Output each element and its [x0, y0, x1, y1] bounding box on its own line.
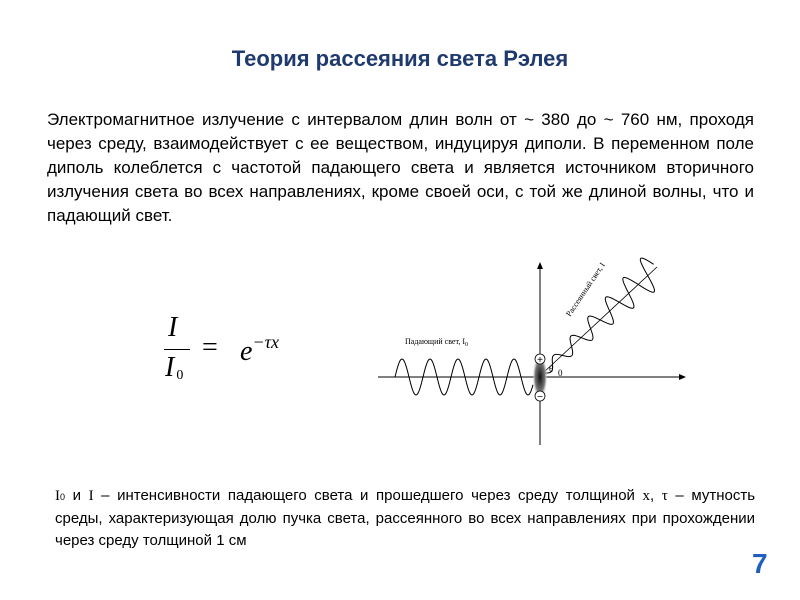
formula-base: e: [240, 336, 253, 367]
note-part-2: – интенсивности падающего света и прошедшего через среду толщиной: [93, 487, 643, 504]
theta-label: θ: [549, 364, 554, 374]
intro-paragraph: Электромагнитное излучение с интервалом длин волн от ~ 380 до ~ 760 нм, проходя через среду, взаимодействует с ее веществом, индуцируя диполи. В переменном поле диполь колеблется с частотой падающего света и является источником вторичного излучения света во всех направлениях, кроме своей оси, с той же длиной волны, что и падающий свет.: [47, 110, 754, 225]
formula-equals: =: [202, 332, 218, 363]
formula-exponential: [240, 332, 279, 368]
dipole-minus-sign: −: [537, 392, 543, 403]
formula-denominator-sub: 0: [176, 368, 184, 383]
fraction-bar: [164, 349, 190, 350]
horizontal-axis-arrow: [679, 374, 686, 380]
i0-subscript: 0: [60, 492, 66, 502]
formula-denominator: [165, 352, 183, 384]
incident-light-label-sub: 0: [465, 342, 469, 348]
page-number: 7: [752, 548, 768, 579]
i-symbol: I: [88, 488, 94, 504]
rayleigh-formula: [160, 312, 320, 392]
formula-denominator-main: I: [165, 352, 175, 383]
formula-exponent: −τx: [252, 332, 280, 352]
slide-title: Теория рассеяния света Рэлея: [231, 46, 569, 71]
note-part-3: ,: [650, 487, 662, 504]
x-symbol: x: [642, 488, 651, 504]
zero-label: 0: [558, 368, 563, 378]
note-part-4: – мутность среды, характеризующая долю пучка света, рассеянного во всех направлениях при прохождении через среду толщиной 1 см: [55, 487, 756, 549]
note-part-1: и: [65, 487, 89, 504]
vertical-axis-arrow: [537, 262, 543, 269]
notation-paragraph: [55, 485, 755, 552]
dipole-plus-sign: +: [537, 355, 543, 366]
incident-light-label: [405, 337, 468, 348]
incident-light-label-main: Падающий свет, I: [405, 337, 466, 346]
i0-symbol: I: [55, 488, 60, 504]
formula-numerator: I: [168, 312, 178, 343]
scattering-diagram: [375, 255, 690, 450]
tau-symbol: τ: [661, 488, 668, 504]
scattered-light-label: Рассеянный свет, I: [564, 260, 607, 319]
